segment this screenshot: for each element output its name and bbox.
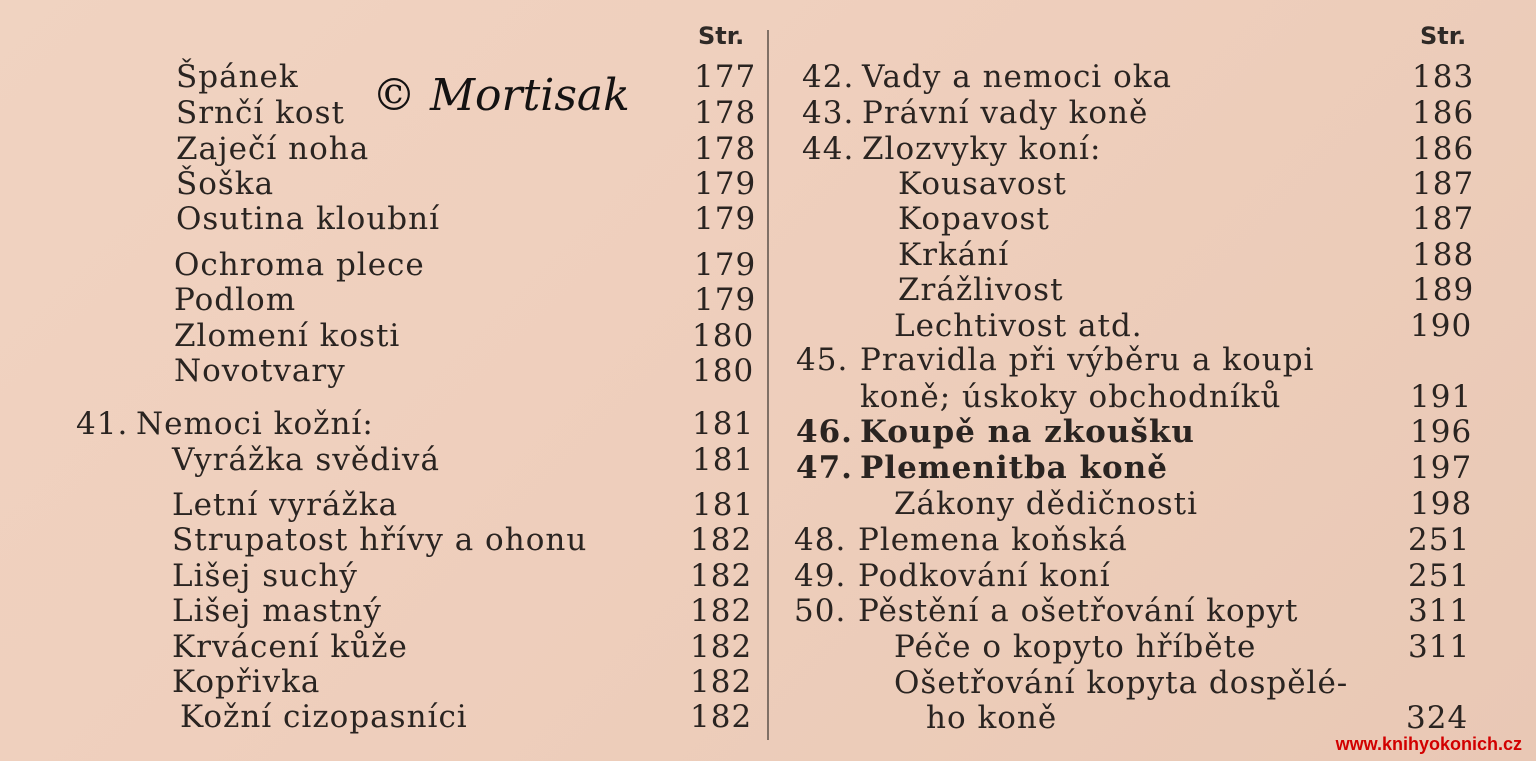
index-entry — [0, 166, 1536, 202]
entry-page: 182 — [690, 699, 753, 735]
index-entry — [0, 700, 1536, 736]
entry-number: 44. — [802, 131, 855, 167]
entry-page: 251 — [1408, 522, 1471, 558]
entry-number: 50. — [794, 593, 847, 629]
entry-title: Zrážlivost — [898, 272, 1064, 308]
index-entry-heading — [0, 558, 1536, 594]
entry-page: 182 — [690, 664, 753, 700]
entry-page: 251 — [1408, 558, 1471, 594]
entry-page: 187 — [1412, 166, 1475, 202]
entry-page: 311 — [1408, 629, 1471, 665]
entry-title: Plemena koňská — [858, 522, 1128, 558]
entry-title: Špánek — [176, 59, 299, 95]
entry-title: Koupě na zkoušku — [860, 414, 1195, 450]
entry-page: 181 — [692, 406, 755, 442]
entry-page: 179 — [694, 166, 757, 202]
entry-title: Podkování koní — [858, 558, 1111, 594]
entry-title: Nemoci kožní: — [136, 406, 374, 442]
entry-title: Krvácení kůže — [172, 629, 408, 665]
entry-page: 186 — [1412, 95, 1475, 131]
entry-title: Zlozvyky koní: — [862, 131, 1102, 167]
index-entry — [0, 201, 1536, 237]
entry-title: Pravidla při výběru a koupi — [860, 342, 1315, 378]
entry-title: Pěstění a ošetřování kopyt — [858, 593, 1299, 629]
entry-number: 45. — [796, 342, 849, 378]
entry-page: 182 — [690, 593, 753, 629]
entry-title: Podlom — [174, 282, 297, 318]
index-entry — [0, 486, 1536, 522]
page-column-label-left: Str. — [698, 22, 745, 50]
entry-number: 49. — [794, 558, 847, 594]
entry-title: Kopřivka — [172, 664, 321, 700]
entry-title: Ochroma plece — [174, 247, 425, 283]
entry-page: 188 — [1412, 237, 1475, 273]
entry-page: 196 — [1410, 414, 1473, 450]
index-entry-heading — [0, 131, 1536, 167]
entry-page: 181 — [692, 487, 755, 523]
entry-title: Lišej suchý — [172, 558, 358, 594]
entry-page: 180 — [692, 318, 755, 354]
entry-number: 48. — [794, 522, 847, 558]
entry-title: Vyrážka svědivá — [172, 442, 440, 478]
entry-page: 178 — [694, 131, 757, 167]
entry-page: 190 — [1410, 308, 1473, 344]
entry-title: Zákony dědičnosti — [894, 486, 1199, 522]
entry-title: Osutina kloubní — [176, 201, 441, 237]
entry-page: 311 — [1408, 593, 1471, 629]
index-entry — [0, 237, 1536, 273]
index-entry — [0, 379, 1536, 415]
entry-number: 46. — [796, 414, 853, 450]
entry-title: Novotvary — [174, 353, 346, 389]
entry-title: Zaječí noha — [176, 131, 370, 167]
entry-page: 187 — [1412, 201, 1475, 237]
entry-number: 43. — [802, 95, 855, 131]
entry-page: 197 — [1410, 450, 1473, 486]
entry-page: 179 — [694, 282, 757, 318]
entry-title: koně; úskoky obchodníků — [860, 379, 1282, 415]
index-entry-heading — [0, 450, 1536, 486]
entry-title: Krkání — [898, 237, 1010, 273]
entry-page: 177 — [694, 59, 757, 95]
entry-page: 178 — [694, 95, 757, 131]
entry-page: 179 — [694, 247, 757, 283]
entry-page: 179 — [694, 201, 757, 237]
entry-title: Kožní cizopasníci — [180, 699, 468, 735]
entry-title: Plemenitba koně — [860, 450, 1168, 486]
entry-page: 324 — [1406, 700, 1469, 736]
entry-title: Ošetřování kopyta dospělé- — [894, 665, 1349, 701]
entry-page: 182 — [690, 629, 753, 665]
entry-title: Vady a nemoci oka — [862, 59, 1173, 95]
entry-title: Šoška — [176, 166, 275, 202]
entry-number: 42. — [802, 59, 855, 95]
entry-number: 41. — [76, 406, 129, 442]
entry-title: Lechtivost atd. — [894, 308, 1143, 344]
index-entry-heading — [0, 95, 1536, 131]
entry-page: 186 — [1412, 131, 1475, 167]
index-entry — [0, 308, 1536, 344]
entry-title: Péče o kopyto hříběte — [894, 629, 1257, 665]
entry-title: Lišej mastný — [172, 593, 382, 629]
entry-title: Letní vyrážka — [172, 487, 399, 523]
copyright-watermark: © Mortisak — [372, 70, 630, 121]
entry-page: 191 — [1410, 379, 1473, 415]
entry-page: 180 — [692, 353, 755, 389]
index-entry-heading — [0, 593, 1536, 629]
entry-page: 182 — [690, 558, 753, 594]
index-entry-heading — [0, 522, 1536, 558]
entry-title: Kopavost — [898, 201, 1050, 237]
entry-title: Kousavost — [898, 166, 1067, 202]
website-watermark-link[interactable]: www.knihyokonich.cz — [1335, 734, 1522, 754]
entry-page: 183 — [1412, 59, 1475, 95]
entry-title: Srnčí kost — [176, 95, 345, 131]
entry-number: 47. — [796, 450, 853, 486]
index-entry — [0, 665, 1536, 701]
entry-title: Právní vady koně — [862, 95, 1149, 131]
entry-page: 182 — [690, 522, 753, 558]
entry-page: 189 — [1412, 272, 1475, 308]
index-entry-heading — [0, 414, 1536, 450]
index-entry — [0, 272, 1536, 308]
entry-title: Strupatost hřívy a ohonu — [172, 522, 588, 558]
entry-title: Zlomení kosti — [174, 318, 401, 354]
entry-title: ho koně — [926, 700, 1058, 736]
index-entry-heading — [0, 342, 1536, 378]
page-column-label-right: Str. — [1420, 22, 1467, 50]
index-entry — [0, 629, 1536, 665]
entry-page: 198 — [1410, 486, 1473, 522]
entry-page: 181 — [692, 442, 755, 478]
index-entry-heading — [0, 59, 1536, 95]
